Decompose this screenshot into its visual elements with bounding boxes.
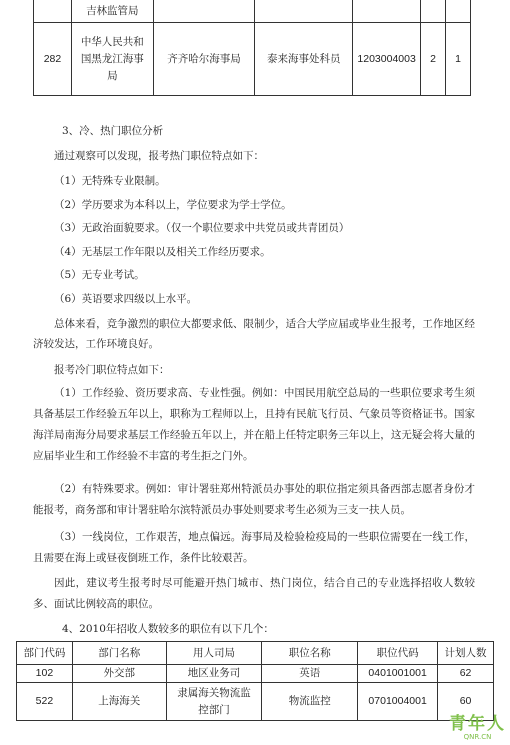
dept-cell: 吉林监管局 bbox=[71, 0, 153, 23]
conclusion-paragraph: 因此，建议考生报考时尽可能避开热门城市、热门岗位，结合自己的专业选择招收人数较多、面试比例较高的职位。 bbox=[33, 577, 475, 610]
code-cell: 1203004003 bbox=[353, 23, 421, 96]
section-4-title: 4、2010年招收人数较多的职位有以下几个： bbox=[62, 623, 274, 635]
count-cell: 2 bbox=[421, 23, 446, 96]
header-cell: 职位名称 bbox=[262, 642, 358, 665]
table-header-row bbox=[17, 642, 494, 665]
top-table bbox=[33, 0, 471, 96]
hot-item: （6）英语要求四级以上水平。 bbox=[54, 293, 198, 305]
bottom-table bbox=[16, 641, 494, 721]
section-3-title: 3、冷、热门职位分析 bbox=[62, 125, 164, 137]
header-cell: 职位代码 bbox=[358, 642, 438, 665]
watermark-sub: QNR.CN bbox=[463, 733, 492, 741]
dept-cell: 中华人民共和 国黑龙江海事 局 bbox=[71, 23, 153, 96]
watermark-main: 青年人 bbox=[449, 714, 506, 734]
table-row: 522 上海海关 隶属海关物流监 控部门 物流监控 0701004001 60 bbox=[17, 683, 494, 721]
unit-cell: 齐齐哈尔海事局 bbox=[153, 23, 255, 96]
table-row bbox=[34, 23, 471, 96]
hot-intro: 通过观察可以发现，报考热门职位特点如下： bbox=[54, 150, 264, 162]
table-row bbox=[34, 0, 471, 23]
hot-item: （5）无专业考试。 bbox=[54, 269, 145, 281]
index-cell: 282 bbox=[34, 23, 72, 96]
position-cell: 泰来海事处科员 bbox=[255, 23, 353, 96]
cold-intro: 报考冷门职位特点如下： bbox=[54, 364, 170, 376]
summary-paragraph: 总体来看，竞争激烈的职位大都要求低、限制少，适合大学应届或毕业生报考，工作地区经济较发达，工作环境良好。 bbox=[33, 318, 475, 350]
table-row: 102 外交部 地区业务司 英语 0401001001 62 bbox=[17, 665, 494, 683]
cold-item-2: （2）有特殊要求。例如：审计署驻郑州特派员办事处的职位指定须具备西部志愿者身份才能报考，商务部和审计署驻哈尔滨特派员办事处则要求考生必须为三支一扶人员。 bbox=[33, 483, 475, 516]
header-cell: 部门代码 bbox=[17, 642, 73, 665]
header-cell: 用人司局 bbox=[166, 642, 262, 665]
cold-item-1: （1）工作经验、资历要求高、专业性强。例如：中国民用航空总局的一些职位要求考生须具备基层工作经验五年以上，职称为工程师以上，且持有民航飞行员、气象员等资格证书。国家海洋局南海分局要求基层工作经验五年以上，并在船上任特定职务三年以上，这无疑会将大量的应届毕业生和工作经验不丰富的考生拒之门外。 bbox=[33, 387, 475, 462]
hot-item: （4）无基层工作年限以及相关工作经历要求。 bbox=[54, 246, 271, 258]
header-cell: 部门名称 bbox=[72, 642, 166, 665]
site-watermark bbox=[449, 715, 506, 741]
hot-item: （3）无政治面貌要求。（仅一个职位要求中共党员或共青团员） bbox=[54, 222, 350, 234]
hot-item: （2）学历要求为本科以上，学位要求为学士学位。 bbox=[54, 199, 292, 211]
cold-item-3: （3）一线岗位，工作艰苦，地点偏远。海事局及检验检疫局的一些职位需要在一线工作，且需要在海上或昼夜倒班工作，条件比较艰苦。 bbox=[33, 531, 475, 564]
last-cell: 1 bbox=[446, 23, 471, 96]
hot-item: （1）无特殊专业限制。 bbox=[54, 175, 166, 187]
header-cell: 计划人数 bbox=[438, 642, 494, 665]
